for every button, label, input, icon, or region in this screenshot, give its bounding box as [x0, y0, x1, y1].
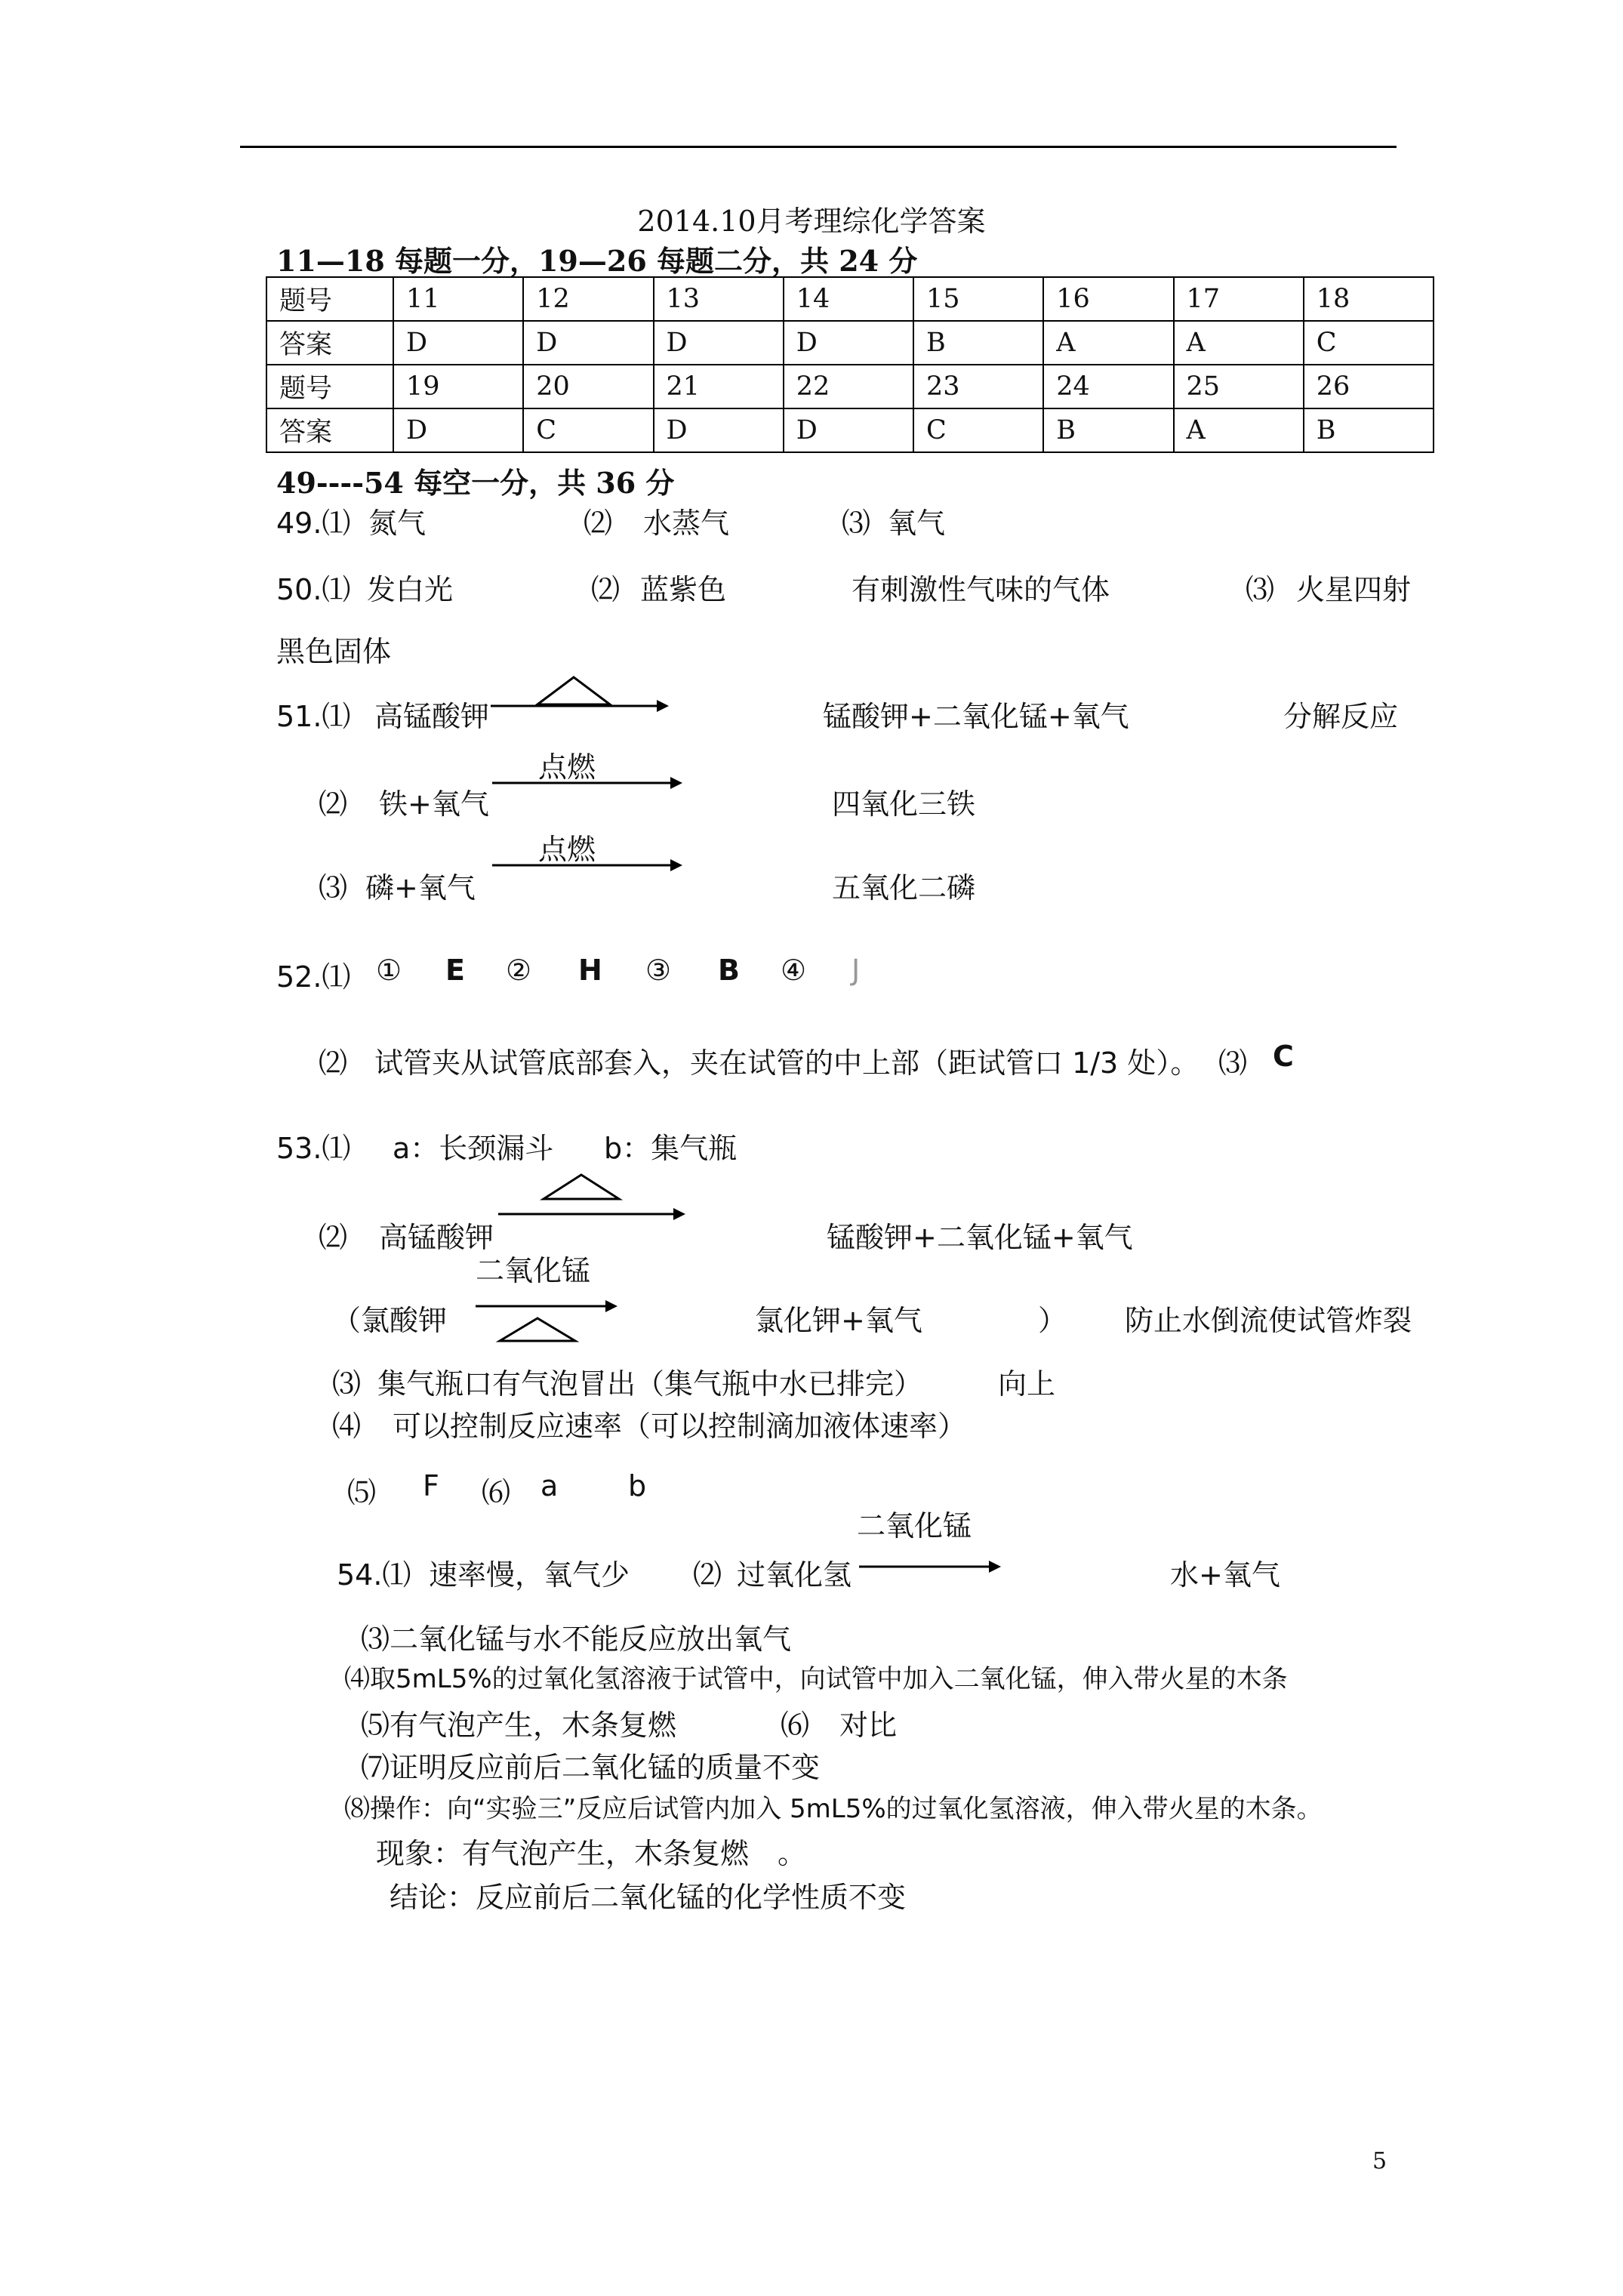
q53-r2-products: 氯化钾+氧气	[755, 1304, 922, 1337]
q54-answer-4: ⑷取5mL5%的过氧化氢溶液于试管中，向试管中加入二氧化锰，伸入带火星的木条	[344, 1664, 1288, 1694]
q51-r2-product: 四氧化三铁	[832, 787, 976, 821]
q54-answer-3: ⑶二氧化锰与水不能反应放出氧气	[361, 1623, 792, 1656]
q54-answer-6: 对比	[839, 1709, 898, 1742]
q54-answer-8-operation: ⑻操作：向“实验三”反应后试管内加入 5mL5%的过氧化氢溶液，伸入带火星的木条。	[344, 1794, 1323, 1824]
table-cell: 12	[523, 277, 653, 321]
q50-answer-3b: 黑色固体	[276, 635, 392, 668]
q49-label-3: ⑶	[842, 507, 871, 540]
table-cell: D	[784, 408, 913, 452]
q53-r1-reactant: 高锰酸钾	[379, 1221, 494, 1254]
q54-answer-1: 速率慢，氧气少	[429, 1558, 630, 1592]
table-cell: C	[1304, 321, 1434, 365]
table-cell: 11	[393, 277, 523, 321]
q49-label-2: ⑵	[584, 507, 613, 540]
heat-arrow	[491, 674, 672, 720]
catalyst-heat-arrow	[476, 1291, 627, 1351]
table-row-header: 答案	[266, 321, 393, 365]
table-cell: 14	[784, 277, 913, 321]
table-cell: 17	[1174, 277, 1304, 321]
table-cell: 26	[1304, 365, 1434, 408]
q51-number: 51.⑴	[276, 700, 351, 733]
header-rule	[240, 146, 1397, 148]
catalyst-arrow	[859, 1555, 1010, 1578]
q50-number: 50.⑴	[276, 573, 351, 606]
q52-label-3: ⑶	[1218, 1046, 1248, 1080]
q51-r3-reactants: 磷+氧气	[365, 871, 476, 905]
q52-label-2: ⑵	[319, 1046, 348, 1080]
table-cell: 13	[654, 277, 784, 321]
table-cell: 21	[654, 365, 784, 408]
q53-r2-close: ）	[1038, 1304, 1067, 1337]
ignite-arrow	[492, 772, 688, 794]
q52-circle-2: ②	[506, 954, 532, 987]
q53-number: 53.⑴	[276, 1132, 351, 1165]
table-cell: D	[523, 321, 653, 365]
q52-value-4: J	[852, 954, 861, 987]
q52-value-3: B	[718, 954, 740, 987]
table-row	[266, 277, 1434, 321]
table-row-header: 题号	[266, 277, 393, 321]
table-cell: C	[913, 408, 1043, 452]
table-cell: D	[654, 321, 784, 365]
q53-answer-3b: 向上	[998, 1367, 1056, 1401]
table-cell: D	[393, 408, 523, 452]
q51-r3-condition: 点燃	[538, 833, 596, 866]
q52-answer-3: C	[1273, 1040, 1294, 1073]
q53-label-5: ⑸	[347, 1476, 377, 1509]
table-cell: 20	[523, 365, 653, 408]
q51-r2-condition: 点燃	[538, 750, 596, 784]
table-cell: 15	[913, 277, 1043, 321]
q50-label-3: ⑶	[1246, 573, 1275, 606]
q53-label-6: ⑹	[482, 1476, 511, 1509]
q54-catalyst: 二氧化锰	[857, 1509, 972, 1542]
table-row-header: 答案	[266, 408, 393, 452]
q49-answer-1: 氮气	[368, 507, 427, 540]
q49-answer-3: 氧气	[888, 507, 946, 540]
q52-number: 52.⑴	[276, 960, 351, 994]
q53-r2-reactant: （氯酸钾	[332, 1304, 448, 1337]
q53-answer-b: b：集气瓶	[604, 1132, 738, 1165]
q53-r2-note: 防止水倒流使试管炸裂	[1125, 1304, 1412, 1337]
section1-heading: 11—18 每题一分，19—26 每题二分，共 24 分	[276, 244, 918, 278]
q52-answer-2: 试管夹从试管底部套入，夹在试管的中上部（距试管口 1/3 处）。	[374, 1046, 1200, 1080]
table-row	[266, 321, 1434, 365]
q51-r1-products: 锰酸钾+二氧化锰+氧气	[823, 700, 1129, 733]
q52-value-1: E	[445, 954, 465, 987]
q51-reaction-type: 分解反应	[1283, 700, 1399, 733]
q52-value-2: H	[578, 954, 602, 987]
q51-r2-reactants: 铁+氧气	[379, 787, 489, 821]
answer-table	[266, 276, 1434, 453]
q52-circle-3: ③	[645, 954, 672, 987]
table-row-header: 题号	[266, 365, 393, 408]
heat-arrow	[498, 1172, 694, 1225]
q53-answer-6a: a	[540, 1469, 559, 1502]
q53-answer-6b: b	[628, 1469, 647, 1502]
q51-r3-product: 五氧化二磷	[832, 871, 976, 905]
table-cell: D	[784, 321, 913, 365]
q51-label-2: ⑵	[319, 787, 348, 821]
q53-answer-5: F	[423, 1469, 439, 1502]
q53-answer-4: 可以控制反应速率（可以控制滴加液体速率）	[393, 1410, 967, 1443]
q54-answer-5: ⑸有气泡产生，木条复燃	[361, 1709, 677, 1742]
q53-r2-catalyst: 二氧化锰	[476, 1254, 591, 1287]
q54-answer-8-phenomenon: 现象：有气泡产生，木条复燃 。	[376, 1837, 807, 1870]
q54-reactant: 过氧化氢	[737, 1558, 852, 1592]
q50-answer-3: 火星四射	[1296, 573, 1412, 606]
table-cell: 16	[1043, 277, 1173, 321]
table-cell: B	[1304, 408, 1434, 452]
section2-heading: 49----54 每空一分，共 36 分	[276, 466, 675, 500]
q53-r1-products: 锰酸钾+二氧化锰+氧气	[827, 1221, 1133, 1254]
q54-label-2: ⑵	[693, 1558, 722, 1592]
table-cell: D	[393, 321, 523, 365]
q53-answer-a: a：长颈漏斗	[393, 1132, 554, 1165]
page-number: 5	[1372, 2148, 1387, 2174]
page-title: 2014.10月考理综化学答案	[637, 205, 986, 238]
table-cell: 18	[1304, 277, 1434, 321]
table-cell: A	[1043, 321, 1173, 365]
q53-label-2: ⑵	[319, 1221, 348, 1254]
q52-circle-1: ①	[376, 954, 402, 987]
table-row	[266, 365, 1434, 408]
q51-r1-reactant: 高锰酸钾	[374, 700, 490, 733]
table-cell: D	[654, 408, 784, 452]
q51-label-3: ⑶	[319, 871, 348, 905]
q49-answer-2: 水蒸气	[643, 507, 730, 540]
q53-label-4: ⑷	[332, 1410, 362, 1443]
table-row	[266, 408, 1434, 452]
ignite-arrow	[492, 854, 688, 877]
table-cell: 23	[913, 365, 1043, 408]
q50-label-2: ⑵	[591, 573, 621, 606]
q54-products: 水+氧气	[1170, 1558, 1280, 1592]
table-cell: C	[523, 408, 653, 452]
q53-answer-3: 集气瓶口有气泡冒出（集气瓶中水已排完）	[377, 1367, 923, 1401]
table-cell: B	[913, 321, 1043, 365]
q52-circle-4: ④	[781, 954, 807, 987]
table-cell: A	[1174, 408, 1304, 452]
q54-answer-8-conclusion: 结论：反应前后二氧化锰的化学性质不变	[390, 1881, 907, 1914]
q54-answer-7: ⑺证明反应前后二氧化锰的质量不变	[361, 1751, 821, 1784]
table-cell: 24	[1043, 365, 1173, 408]
q50-answer-1: 发白光	[367, 573, 454, 606]
q54-number: 54.⑴	[337, 1558, 411, 1592]
q54-label-6: ⑹	[781, 1709, 810, 1742]
q49-number: 49.⑴	[276, 507, 351, 540]
table-cell: 25	[1174, 365, 1304, 408]
q53-label-3: ⑶	[332, 1367, 362, 1401]
table-cell: 19	[393, 365, 523, 408]
table-cell: B	[1043, 408, 1173, 452]
table-cell: 22	[784, 365, 913, 408]
table-cell: A	[1174, 321, 1304, 365]
q50-answer-2: 蓝紫色	[640, 573, 727, 606]
q50-answer-2b: 有刺激性气味的气体	[852, 573, 1110, 606]
